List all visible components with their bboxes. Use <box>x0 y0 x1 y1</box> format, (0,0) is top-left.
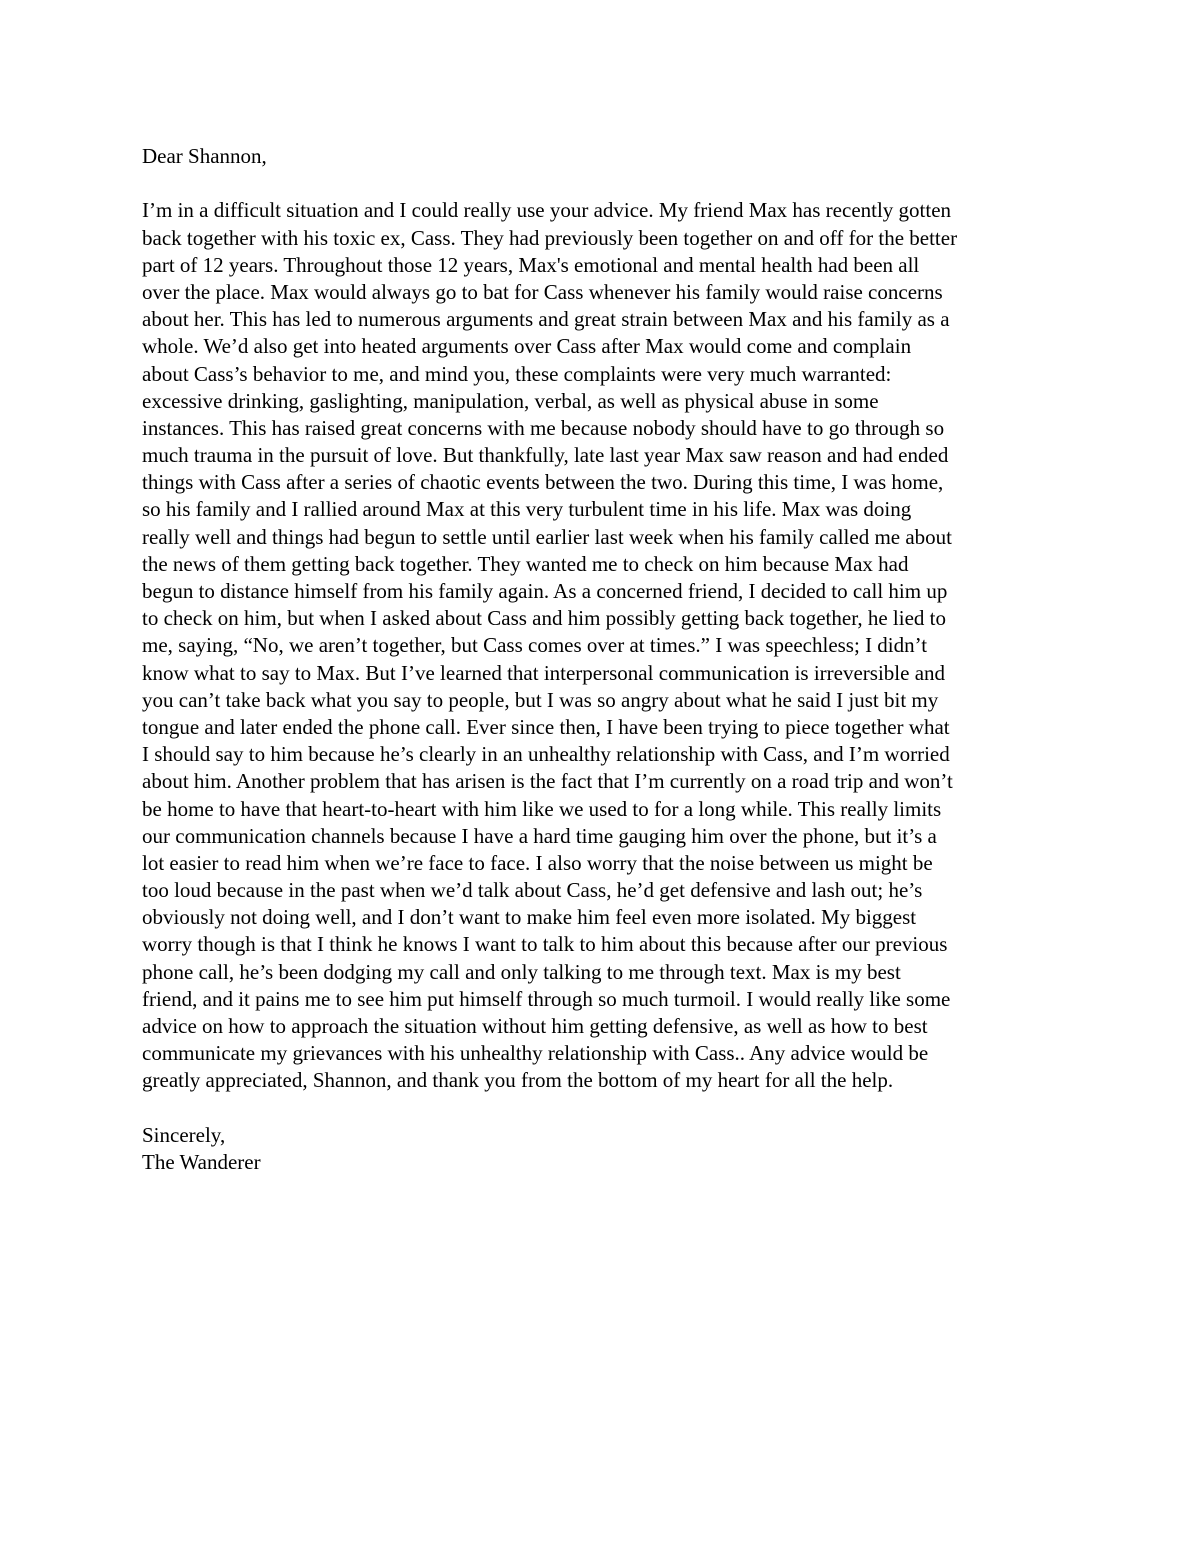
body-line: lot easier to read him when we’re face to face. I also worry that the noise between us might be <box>142 850 933 875</box>
body-line: back together with his toxic ex, Cass. They had previously been together on and off for the better <box>142 225 958 250</box>
body-line: tongue and later ended the phone call. Ever since then, I have been trying to piece together what <box>142 714 950 739</box>
body-line: things with Cass after a series of chaotic events between the two. During this time, I was home, <box>142 470 944 495</box>
body-line: whole. We’d also get into heated arguments over Cass after Max would come and complain <box>142 334 912 359</box>
body-line: much trauma in the pursuit of love. But thankfully, late last year Max saw reason and had ended <box>142 443 949 468</box>
body-line: so his family and I rallied around Max at this very turbulent time in his life. Max was doing <box>142 497 912 522</box>
body-line: begun to distance himself from his family again. As a concerned friend, I decided to call him up <box>142 579 948 603</box>
body-line: excessive drinking, gaslighting, manipulation, verbal, as well as physical abuse in some <box>142 388 879 413</box>
body-line: you can’t take back what you say to people, but I was so angry about what he said I just bit my <box>142 687 939 712</box>
letter <box>142 143 1072 1176</box>
body-line: about him. Another problem that has arisen is the fact that I’m currently on a road trip and won’t <box>142 769 953 794</box>
signature: The Wanderer <box>142 1149 261 1174</box>
closing: Sincerely, <box>142 1122 226 1147</box>
body-line: know what to say to Max. But I’ve learned that interpersonal communication is irreversible and <box>142 660 946 685</box>
body-line: really well and things had begun to settle until earlier last week when his family called me about <box>142 524 953 549</box>
body-line: the news of them getting back together. They wanted me to check on him because Max had <box>142 551 909 576</box>
body-line: I’m in a difficult situation and I could really use your advice. My friend Max has recently gotten <box>142 198 952 223</box>
body-line: I should say to him because he’s clearly in an unhealthy relationship with Cass, and I’m worried <box>142 742 950 767</box>
body-line: phone call, he’s been dodging my call and only talking to me through text. Max is my best <box>142 959 901 984</box>
body-line: me, saying, “No, we aren’t together, but Cass comes over at times.” I was speechless; I didn’t <box>142 633 928 658</box>
body-line: to check on him, but when I asked about Cass and him possibly getting back together, he lied to <box>142 606 946 631</box>
body-line: obviously not doing well, and I don’t want to make him feel even more isolated. My biggest <box>142 905 917 930</box>
body-line: too loud because in the past when we’d talk about Cass, he’d get defensive and lash out; he’s <box>142 878 923 903</box>
body-line: friend, and it pains me to see him put himself through so much turmoil. I would really like some <box>142 986 951 1011</box>
salutation: Dear Shannon, <box>142 144 267 168</box>
body-line: advice on how to approach the situation without him getting defensive, as well as how to best <box>142 1014 928 1038</box>
body-line: about her. This has led to numerous arguments and great strain between Max and his family as a <box>142 307 950 332</box>
body-line: greatly appreciated, Shannon, and thank you from the bottom of my heart for all the help. <box>142 1068 894 1093</box>
body-line: our communication channels because I have a hard time gauging him over the phone, but it’s a <box>142 823 937 848</box>
body-line: part of 12 years. Throughout those 12 years, Max's emotional and mental health had been all <box>142 252 920 277</box>
body-line: communicate my grievances with his unhealthy relationship with Cass.. Any advice would be <box>142 1041 929 1066</box>
body-line: be home to have that heart-to-heart with him like we used to for a long while. This really limits <box>142 796 942 821</box>
body-line: about Cass’s behavior to me, and mind you, these complaints were very much warranted: <box>142 361 892 386</box>
letter-body <box>142 197 1072 1094</box>
body-line: over the place. Max would always go to bat for Cass whenever his family would raise concerns <box>142 279 943 304</box>
body-line: instances. This has raised great concerns with me because nobody should have to go through so <box>142 415 945 440</box>
body-line: worry though is that I think he knows I want to talk to him about this because after our previous <box>142 932 948 957</box>
